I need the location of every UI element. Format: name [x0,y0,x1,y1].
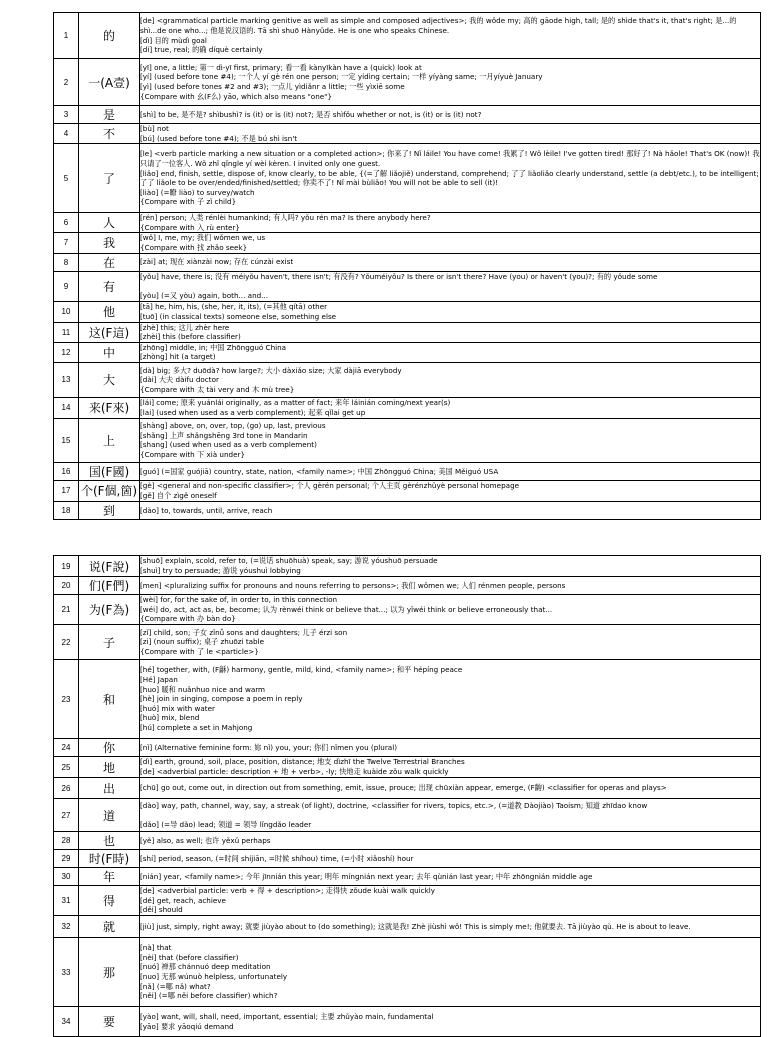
definition-line: [gě] 自个 zìgě oneself [140,490,217,500]
entry-definition [140,886,761,916]
dictionary-row [54,868,761,886]
definition-line: [lai] (used when used as a verb complement); 起来 qǐlai get up [140,407,366,417]
entry-number: 19 [54,556,79,577]
definition-line: [dài] 大夫 dàifu doctor [140,375,219,385]
dictionary-row [54,739,761,757]
dictionary-row [54,144,761,213]
definition-line: [yǒu] have, there is; 没有 méiyǒu haven't, there isn't; 有没有? Yǒuméiyǒu? Is there or isn't there? Have (you) or haven't (you)?; 有的 yǒude some [140,271,658,281]
definition-line: {Compare with 入 rù enter} [140,222,241,232]
dictionary-row [54,1007,761,1037]
definition-line: [něi] (=哪 něi before classifier) which? [140,991,278,1001]
entry-character: 我 [79,233,140,253]
entry-definition [140,625,761,660]
definition-line: [huo] 暖和 nuǎnhuo nice and warm [140,684,266,694]
entry-number: 3 [54,106,79,124]
entry-definition [140,322,761,342]
definition-line: {Compare with 办 bàn do} [140,614,236,624]
definition-line: [shì] to be, 是不是? shìbushì? is (it) or is (it) not?; 是否 shìfǒu whether or not, is (it) or is (it) not? [140,109,482,119]
entry-number: 15 [54,418,79,462]
definition-line: [dì] 目的 mùdì goal [140,35,207,45]
entry-number: 28 [54,832,79,850]
entry-character: 们(F們) [79,577,140,595]
definition-line: [tuō] (in classical texts) someone else, something else [140,311,337,321]
definition-line: [yí] (used before tone #4); 一个人 yí gè rén one person; 一定 yídìng certain; 一样 yíyàng same; 一月yíyuè January [140,72,543,82]
entry-character: 国(F國) [79,462,140,480]
dictionary-row [54,757,761,778]
entry-character: 到 [79,501,140,519]
entry-character: 他 [79,301,140,322]
entry-character: 道 [79,799,140,832]
dictionary-row [54,480,761,501]
entry-definition [140,253,761,271]
dictionary-row [54,556,761,577]
dictionary-row [54,799,761,832]
definition-line: [bú] (used before tone #4); 不是 bú shì isn't [140,133,298,143]
definition-line: [shí] period, season, (=时间 shíjiān, =时候 shíhou) time, (=小时 xiǎoshí) hour [140,853,414,863]
entry-character: 了 [79,144,140,213]
entry-definition [140,832,761,850]
definition-line: [zǐ] child, son; 子女 zǐnǚ sons and daughters; 儿子 érzi son [140,627,348,637]
entry-number: 23 [54,660,79,739]
definition-line: [hé] together, with, (F龢) harmony, gentle, mild, kind, <family name>; 和平 hépíng peace [140,665,463,675]
entry-definition [140,660,761,739]
entry-number: 26 [54,778,79,799]
definition-line: [dà] big; 多大? duōdà? how large?; 大小 dàxiǎo size; 大家 dàjiā everybody [140,365,402,375]
entry-number: 10 [54,301,79,322]
definition-line: [nǐ] (Alternative feminine form: 妳 nǐ) you, your; 你们 nǐmen you (plural) [140,742,397,752]
definition-line: [gè] <general and non-specific classifier>; 个人 gèrén personal; 个人主页 gèrénzhǔyè personal homepage [140,481,520,491]
dictionary-row [54,59,761,106]
entry-definition [140,480,761,501]
entry-character: 那 [79,938,140,1007]
definition-line: [nèi] that (before classifier) [140,952,239,962]
entry-character: 的 [79,13,140,59]
entry-number: 1 [54,13,79,59]
entry-number: 30 [54,868,79,886]
entry-character: 上 [79,418,140,462]
definition-line: {Compare with 太 tài very and 木 mù tree} [140,384,295,394]
entry-number: 9 [54,271,79,301]
definition-line: {Compare with 下 xià under} [140,450,246,460]
entry-definition [140,301,761,322]
entry-number: 2 [54,59,79,106]
entry-character: 人 [79,213,140,233]
entry-character: 一(A壹) [79,59,140,106]
dictionary-row [54,13,761,59]
entry-number: 17 [54,480,79,501]
entry-character: 出 [79,778,140,799]
dictionary-row [54,106,761,124]
entry-number: 34 [54,1007,79,1037]
definition-line: [wèi] for, for the sake of, in order to, in this connection [140,595,338,605]
definition-line: [yòu] (=又 yòu) again, both... and... [140,290,269,300]
definition-line: {Compare with 子 zǐ child} [140,197,237,207]
dictionary-table-top [53,12,761,520]
dictionary-row [54,213,761,233]
definition-line: [nuó] 禅那 chánnuó deep meditation [140,962,271,972]
dictionary-row [54,397,761,418]
entry-number: 21 [54,595,79,625]
dictionary-row [54,832,761,850]
entry-number: 13 [54,362,79,397]
definition-line: [shuì] try to persuade; 游说 yóushuì lobbying [140,566,301,575]
entry-definition [140,144,761,213]
entry-definition [140,868,761,886]
entry-definition [140,595,761,625]
dictionary-row [54,916,761,938]
entry-definition [140,397,761,418]
entry-definition [140,501,761,519]
dictionary-row [54,577,761,595]
entry-number: 27 [54,799,79,832]
entry-definition [140,13,761,59]
definition-line: [yī] one, a little; 第一 dì-yī first, primary; 看一看 kànyīkàn have a (quick) look at [140,62,422,72]
entry-definition [140,850,761,868]
definition-line: [nián] year, <family name>; 今年 jīnnián this year; 明年 míngnián next year; 去年 qùnián last year; 中年 zhōngnián middle age [140,871,593,881]
entry-number: 5 [54,144,79,213]
entry-definition [140,418,761,462]
entry-definition [140,124,761,144]
definition-line: [rén] person; 人类 rénlèi humankind; 有人吗? yǒu rén ma? Is there anybody here? [140,213,431,223]
dictionary-row [54,660,761,739]
entry-definition [140,739,761,757]
entry-definition [140,271,761,301]
entry-definition [140,938,761,1007]
entry-definition [140,106,761,124]
definition-line: [shàng] above, on, over, top, (go) up, last, previous [140,421,326,431]
definition-line: [zhè] this; 这儿 zhèr here [140,322,230,332]
entry-definition [140,577,761,595]
entry-character: 得 [79,886,140,916]
definition-line: [yào] want, will, shall, need, important, essential; 主要 zhǔyào main, fundamental [140,1011,434,1021]
entry-definition [140,213,761,233]
entry-character: 年 [79,868,140,886]
definition-line: [nà] that [140,943,172,953]
entry-number: 12 [54,342,79,362]
definition-line: {Compare with 了 le <particle>} [140,646,259,656]
definition-line: [zhòng] hit (a target) [140,352,216,362]
entry-definition [140,916,761,938]
definition-line: [nuo] 无那 wúnuò helpless, unfortunately [140,972,288,981]
entry-number: 24 [54,739,79,757]
definition-line: [dé] get, reach, achieve [140,895,226,905]
entry-number: 6 [54,213,79,233]
definition-line [140,810,760,820]
entry-definition [140,799,761,832]
entry-number: 18 [54,501,79,519]
entry-number: 4 [54,124,79,144]
definition-line: [bù] not [140,124,169,133]
entry-number: 25 [54,757,79,778]
entry-number: 31 [54,886,79,916]
definition-line: [nǎ] (=哪 nǎ) what? [140,981,211,991]
definition-line: [dào] way, path, channel, way, say, a streak (of light), doctrine, <classifier for rivers, topics, etc.>, (=道教 Dàojiào) Taoism; 知道 zhīdao know [140,800,648,810]
entry-definition [140,362,761,397]
entry-character: 和 [79,660,140,739]
entry-number: 29 [54,850,79,868]
dictionary-row [54,342,761,362]
entry-character: 不 [79,124,140,144]
dictionary-row [54,462,761,480]
dictionary-row [54,595,761,625]
definition-line: [men] <pluralizing suffix for pronouns and nouns referring to persons>; 我们 wǒmen we; 人们 rénmen people, persons [140,580,566,590]
entry-definition [140,757,761,778]
definition-line: [Hé] Japan [140,675,178,685]
definition-line: [zhōng] middle, in; 中国 Zhōngguó China [140,342,287,352]
definition-line: [de] <adverbial particle: description + 地 + verb>, -ly; 快地走 kuàide zǒu walk quickly [140,767,449,776]
entry-number: 8 [54,253,79,271]
entry-character: 是 [79,106,140,124]
entry-number: 7 [54,233,79,253]
definition-line: [chū] go out, come out, in direction out from something, emit, issue, prouce; 出现 chūxiàn appear, emerge, (F齣) <classifier for operas and plays> [140,783,667,793]
entry-number: 22 [54,625,79,660]
dictionary-row [54,418,761,462]
definition-line: [dào] to, towards, until, arrive, reach [140,505,273,515]
entry-definition [140,462,761,480]
entry-character: 子 [79,625,140,660]
definition-line: [huò] mix, blend [140,713,200,723]
dictionary-table-bottom [53,555,761,1037]
entry-number: 16 [54,462,79,480]
definition-line: [le] <verb particle marking a new situation or a completed action>; 你来了! Nǐ láile! You have come! 我累了! Wǒ lèile! I've gotten tired! 那好了! Nà hǎole! That's OK (now)! 我只请了一位客人. Wǒ zhǐ qǐngle yí wèi kèren. I invited only one guest. [140,149,760,168]
definition-line: [de] <grammatical particle marking genitive as well as simple and composed adjectives>; 我的 wǒde my; 高的 gāode high, tall; 是的 shìde that's it, that's right; 是...的 shì...de one who...; 他是说汉语的. Tā shì shuō Hànyǔde. He is one who speaks Chinese. [140,16,737,35]
entry-character: 说(F說) [79,556,140,577]
entry-number: 14 [54,397,79,418]
entry-definition [140,342,761,362]
entry-number: 11 [54,322,79,342]
definition-line: [děi] should [140,905,183,915]
entry-character: 大 [79,362,140,397]
definition-line: [lái] come; 原来 yuánlái originally, as a matter of fact; 来年 láinián coming/next year(s) [140,398,451,408]
dictionary-row [54,938,761,1007]
entry-number: 33 [54,938,79,1007]
dictionary-row [54,778,761,799]
definition-line: [zhèi] this (before classifier) [140,332,241,342]
definition-line: [liǎo] end, finish, settle, dispose of, know clearly, to be able, {(=了解 liǎojiě) understand, comprehend; 了了 liǎoliǎo clearly understand, settle (a debt/etc.), to be intelligent; 了了 liǎole to be over/ended/finished/settled; 你卖不了! Nǐ mài bùliǎo! You will not be able to sell (it)! [140,168,759,188]
definition-line: [dǎo] (=导 dǎo) lead; 领道 = 领导 lǐngdǎo leader [140,819,312,829]
entry-character: 地 [79,757,140,778]
definition-line: [yāo] 要求 yāoqiú demand [140,1021,234,1031]
definition-line: [hú] complete a set in Mahjong [140,722,253,732]
dictionary-row [54,233,761,253]
entry-character: 时(F時) [79,850,140,868]
definition-line: [hè] join in singing, compose a poem in reply [140,694,303,704]
dictionary-row [54,322,761,342]
definition-line: {Compare with 幺(F么) yāo, which also means "one"} [140,91,333,101]
definition-line: [shang] (used when used as a verb complement) [140,440,317,450]
definition-line: [yì] (used before tones #2 and #3); 一点儿 yìdiǎnr a little; 一些 yìxiē some [140,82,405,91]
entry-number: 20 [54,577,79,595]
entry-character: 就 [79,916,140,938]
entry-character: 个(F個,箇) [79,480,140,501]
entry-character: 有 [79,271,140,301]
entry-character: 这(F這) [79,322,140,342]
definition-line: [zi] (noun suffix); 桌子 zhuōzi table [140,637,265,647]
definition-line: [zài] at; 现在 xiànzài now; 存在 cúnzài exist [140,257,294,267]
definition-line: [yě] also, as well; 也许 yěxǔ perhaps [140,835,271,845]
definition-line: [de] <adverbial particle: verb + 得 + description>; 走得快 zǒude kuài walk quickly [140,886,436,896]
entry-definition [140,778,761,799]
entry-character: 来(F來) [79,397,140,418]
definition-line: [shuō] explain, scold, refer to, (=说话 shuōhuà) speak, say; 游说 yóushuō persuade [140,556,438,566]
dictionary-row [54,253,761,271]
definition-line: [tā] he, him, his, (she, her, it, its), (=其他 qítā) other [140,301,328,311]
definition-line: [wǒ] I, me, my; 我们 wǒmen we, us [140,233,266,243]
definition-line: [huó] mix with water [140,703,215,713]
dictionary-row [54,301,761,322]
entry-character: 也 [79,832,140,850]
definition-line: [dì] earth, ground, soil, place, position, distance; 地支 dìzhī the Twelve Terrestrial Branches [140,757,465,767]
entry-definition [140,556,761,577]
definition-line: [shǎng] 上声 shǎngshēng 3rd tone in Mandarin [140,430,308,440]
dictionary-row [54,271,761,301]
entry-definition [140,233,761,253]
definition-line: [wéi] do, act, act as, be, become; 认为 rènwéi think or believe that...; 以为 yǐwéi think or believe erroneously that... [140,604,553,614]
definition-line: [jiù] just, simply, right away; 就要 jiùyào about to (do something); 这就是我! Zhè jiùshì wǒ! This is simply me!; 他就要去. Tā jiùyào qù. He is about to leave. [140,921,691,931]
definition-line: [liào] (=瞭 liào) to survey/watch [140,187,255,197]
definition-line: {Compare with 找 zhǎo seek} [140,242,248,252]
entry-definition [140,1007,761,1037]
dictionary-row [54,886,761,916]
definition-line [140,281,760,291]
entry-character: 中 [79,342,140,362]
dictionary-row [54,625,761,660]
dictionary-row [54,124,761,144]
dictionary-row [54,501,761,519]
entry-number: 32 [54,916,79,938]
dictionary-row [54,850,761,868]
entry-definition [140,59,761,106]
definition-line: [dí] true, real; 的确 díquè certainly [140,45,263,55]
dictionary-row [54,362,761,397]
definition-line: [guó] (=国家 guójiā) country, state, nation, <family name>; 中国 Zhōngguó China; 美国 Měiguó USA [140,466,499,476]
entry-character: 你 [79,739,140,757]
entry-character: 在 [79,253,140,271]
entry-character: 要 [79,1007,140,1037]
entry-character: 为(F為) [79,595,140,625]
